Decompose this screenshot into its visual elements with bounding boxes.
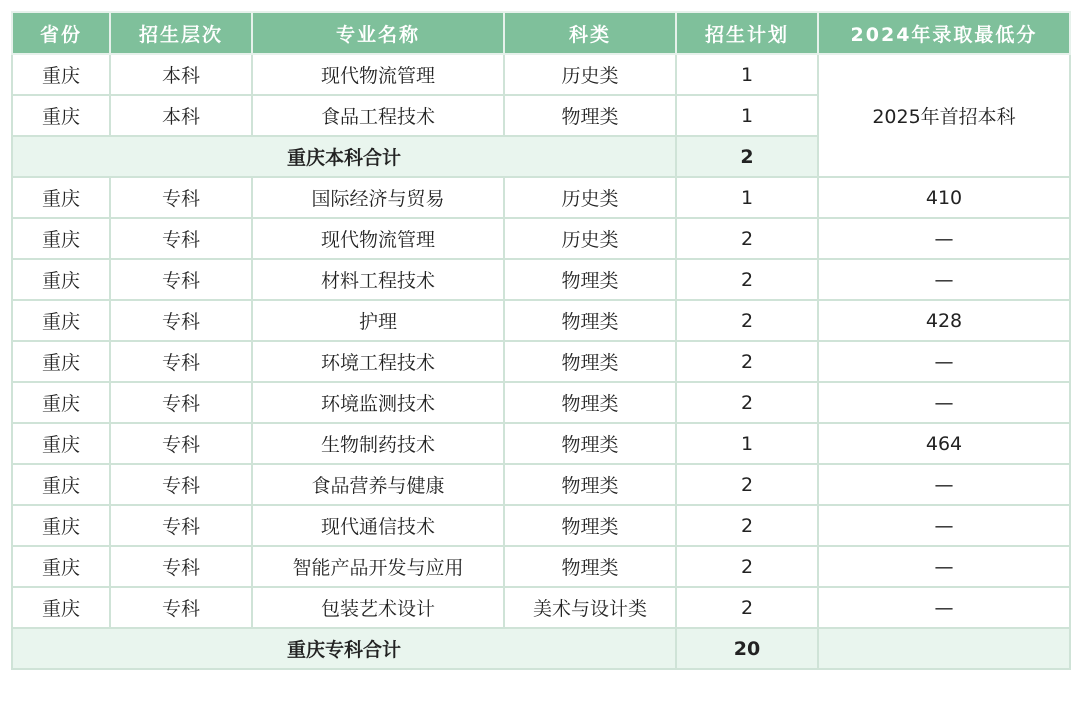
cell-category: 历史类 [504, 218, 676, 259]
cell-category: 物理类 [504, 300, 676, 341]
cell-major: 生物制药技术 [252, 423, 504, 464]
cell-province: 重庆 [12, 587, 110, 628]
cell-category: 物理类 [504, 546, 676, 587]
cell-major: 食品营养与健康 [252, 464, 504, 505]
cell-min-score: — [818, 546, 1070, 587]
cell-province: 重庆 [12, 546, 110, 587]
table-header [12, 12, 1070, 54]
cell-level: 专科 [110, 505, 252, 546]
header-row [12, 12, 1070, 54]
cell-province: 重庆 [12, 300, 110, 341]
cell-major: 国际经济与贸易 [252, 177, 504, 218]
cell-plan: 2 [676, 505, 818, 546]
table-row [12, 423, 1070, 464]
cell-province: 重庆 [12, 341, 110, 382]
cell-major: 环境工程技术 [252, 341, 504, 382]
header-category: 科类 [504, 12, 676, 54]
cell-province: 重庆 [12, 505, 110, 546]
table-body [12, 54, 1070, 669]
table-row [12, 259, 1070, 300]
subtotal-label: 重庆本科合计 [12, 136, 676, 177]
cell-plan: 1 [676, 177, 818, 218]
cell-level: 专科 [110, 341, 252, 382]
cell-major: 材料工程技术 [252, 259, 504, 300]
cell-plan: 2 [676, 341, 818, 382]
cell-level: 专科 [110, 587, 252, 628]
cell-province: 重庆 [12, 95, 110, 136]
cell-category: 物理类 [504, 423, 676, 464]
cell-min-score: — [818, 259, 1070, 300]
cell-min-score: — [818, 218, 1070, 259]
cell-province: 重庆 [12, 54, 110, 95]
cell-min-score: — [818, 341, 1070, 382]
cell-min-score: 410 [818, 177, 1070, 218]
header-level: 招生层次 [110, 12, 252, 54]
table-row [12, 587, 1070, 628]
cell-min-score: — [818, 382, 1070, 423]
cell-min-score: — [818, 464, 1070, 505]
subtotal-row-zhuanke [12, 628, 1070, 669]
cell-level: 专科 [110, 177, 252, 218]
cell-level: 专科 [110, 300, 252, 341]
admission-plan-table [11, 11, 1071, 670]
table-row [12, 54, 1070, 95]
cell-category: 物理类 [504, 505, 676, 546]
cell-min-score: — [818, 505, 1070, 546]
benke-note-cell: 2025年首招本科 [818, 54, 1070, 177]
cell-province: 重庆 [12, 177, 110, 218]
table-row [12, 341, 1070, 382]
cell-major: 食品工程技术 [252, 95, 504, 136]
subtotal-plan: 2 [676, 136, 818, 177]
header-min-score: 2024年录取最低分 [818, 12, 1070, 54]
cell-province: 重庆 [12, 382, 110, 423]
header-major: 专业名称 [252, 12, 504, 54]
subtotal-label: 重庆专科合计 [12, 628, 676, 669]
cell-major: 包装艺术设计 [252, 587, 504, 628]
cell-level: 专科 [110, 218, 252, 259]
cell-level: 专科 [110, 259, 252, 300]
cell-category: 美术与设计类 [504, 587, 676, 628]
subtotal-plan: 20 [676, 628, 818, 669]
cell-province: 重庆 [12, 259, 110, 300]
cell-plan: 1 [676, 423, 818, 464]
cell-min-score: 428 [818, 300, 1070, 341]
cell-category: 物理类 [504, 382, 676, 423]
header-province: 省份 [12, 12, 110, 54]
cell-category: 物理类 [504, 259, 676, 300]
table-row [12, 218, 1070, 259]
table-row [12, 300, 1070, 341]
table-row [12, 177, 1070, 218]
header-plan: 招生计划 [676, 12, 818, 54]
cell-category: 物理类 [504, 464, 676, 505]
cell-category: 历史类 [504, 54, 676, 95]
cell-level: 本科 [110, 54, 252, 95]
table-row [12, 505, 1070, 546]
cell-level: 专科 [110, 546, 252, 587]
subtotal-min-score [818, 628, 1070, 669]
cell-plan: 1 [676, 95, 818, 136]
cell-level: 专科 [110, 464, 252, 505]
cell-plan: 2 [676, 218, 818, 259]
table-row [12, 464, 1070, 505]
cell-major: 智能产品开发与应用 [252, 546, 504, 587]
cell-province: 重庆 [12, 218, 110, 259]
cell-major: 环境监测技术 [252, 382, 504, 423]
cell-major: 现代物流管理 [252, 54, 504, 95]
cell-major: 现代通信技术 [252, 505, 504, 546]
cell-level: 本科 [110, 95, 252, 136]
cell-plan: 2 [676, 546, 818, 587]
cell-level: 专科 [110, 382, 252, 423]
cell-province: 重庆 [12, 464, 110, 505]
table-row [12, 382, 1070, 423]
cell-province: 重庆 [12, 423, 110, 464]
cell-plan: 1 [676, 54, 818, 95]
cell-category: 物理类 [504, 95, 676, 136]
cell-plan: 2 [676, 382, 818, 423]
cell-plan: 2 [676, 464, 818, 505]
cell-plan: 2 [676, 587, 818, 628]
table-row [12, 546, 1070, 587]
cell-category: 历史类 [504, 177, 676, 218]
cell-category: 物理类 [504, 341, 676, 382]
cell-major: 现代物流管理 [252, 218, 504, 259]
cell-plan: 2 [676, 300, 818, 341]
cell-min-score: 464 [818, 423, 1070, 464]
cell-plan: 2 [676, 259, 818, 300]
cell-level: 专科 [110, 423, 252, 464]
cell-major: 护理 [252, 300, 504, 341]
cell-min-score: — [818, 587, 1070, 628]
